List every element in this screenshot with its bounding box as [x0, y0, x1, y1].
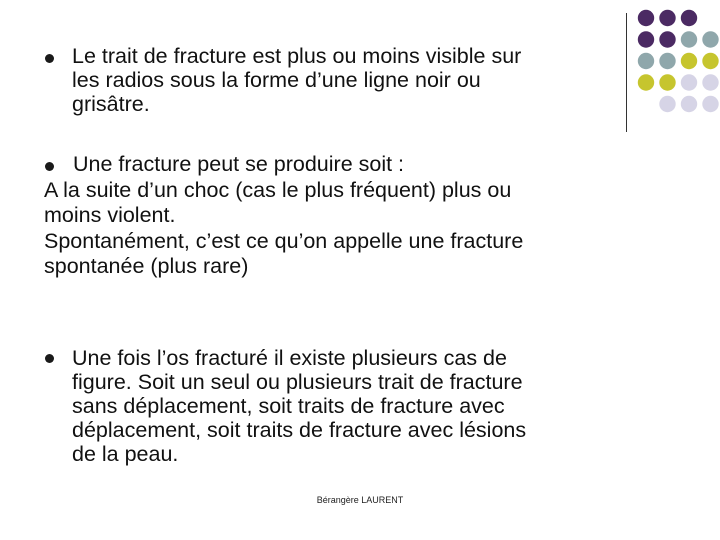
- decorative-dot: [659, 53, 675, 69]
- decorative-dot: [638, 10, 654, 26]
- decorative-dot-grid: [636, 8, 720, 120]
- bullet-1-line: Le trait de fracture est plus ou moins visible sur: [72, 44, 522, 68]
- decorative-dot: [659, 10, 675, 26]
- decorative-dot: [702, 74, 718, 90]
- bullet-3-line: de la peau.: [72, 442, 179, 466]
- decorative-dot: [702, 96, 718, 112]
- bullet-1-line: les radios sous la forme d’une ligne noir ou: [72, 68, 481, 92]
- decorative-dot: [659, 74, 675, 90]
- decorative-dot: [702, 31, 718, 47]
- decorative-dot: [681, 10, 697, 26]
- decorative-dot: [681, 96, 697, 112]
- decorative-dot: [681, 74, 697, 90]
- bullet-3-line: Une fois l’os fracturé il existe plusieurs cas de: [72, 346, 507, 370]
- paragraph-2-line: Une fracture peut se produire soit :: [73, 152, 405, 176]
- footer-author: [0, 495, 720, 505]
- decorative-dot: [638, 31, 654, 47]
- paragraph-2-line: Spontanément, c’est ce qu’on appelle une fracture: [44, 228, 524, 253]
- decorative-dot: [659, 96, 675, 112]
- bullet-icon: [45, 354, 54, 363]
- decorative-dot: [681, 31, 697, 47]
- bullet-1-line: grisâtre.: [72, 92, 150, 116]
- bullet-icon: [45, 54, 54, 63]
- paragraph-2-line: moins violent.: [44, 203, 176, 227]
- paragraph-2-line: A la suite d’un choc (cas le plus fréquent) plus ou: [44, 177, 512, 202]
- bullet-item-1: [72, 44, 620, 116]
- decorative-dot: [638, 53, 654, 69]
- decorative-dot: [638, 74, 654, 90]
- bullet-3-line: figure. Soit un seul ou plusieurs trait de fracture: [72, 370, 523, 394]
- bullet-item-2: [44, 152, 644, 280]
- decorative-dot: [702, 53, 718, 69]
- footer-text: Bérangère LAURENT: [316, 495, 404, 505]
- bullet-3-line: déplacement, soit traits de fracture avec lésions: [72, 418, 527, 442]
- decorative-vertical-line: [626, 13, 627, 132]
- bullet-3-line: sans déplacement, soit traits de fracture avec: [72, 394, 505, 418]
- bullet-item-3: [72, 346, 632, 466]
- decorative-dot: [681, 53, 697, 69]
- decorative-dot: [659, 31, 675, 47]
- paragraph-2-line: spontanée (plus rare): [44, 254, 249, 278]
